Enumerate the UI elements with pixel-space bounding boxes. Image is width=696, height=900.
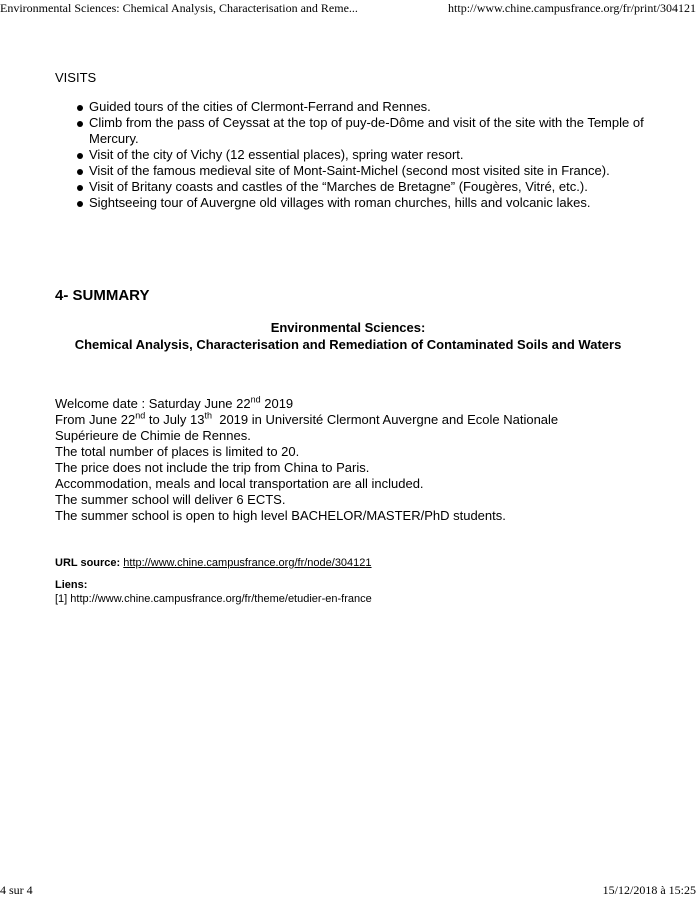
summary-line: The price does not include the trip from China to Paris. xyxy=(55,460,370,475)
visits-heading: VISITS xyxy=(55,70,97,85)
summary-line: Supérieure de Chimie de Rennes. xyxy=(55,428,251,443)
dates-line: From June 22nd to July 13th 2019 in Université Clermont Auvergne and Ecole Nationale xyxy=(55,410,559,427)
bullet-icon xyxy=(77,169,83,175)
print-datetime: 15/12/2018 à 15:25 xyxy=(602,883,696,897)
welcome-date: Welcome date : Saturday June 22nd 2019 xyxy=(55,394,294,411)
list-item-text: Visit of the famous medieval site of Mont-Saint-Michel (second most visited site in France). xyxy=(89,163,610,178)
print-header-url: http://www.chine.campusfrance.org/fr/print/304121 xyxy=(448,1,696,15)
summary-line: Accommodation, meals and local transportation are all included. xyxy=(55,476,424,491)
print-footer xyxy=(0,882,696,898)
visits-list xyxy=(74,99,664,211)
summary-body xyxy=(55,396,655,524)
liens-item: [1] http://www.chine.campusfrance.org/fr/theme/etudier-en-france xyxy=(55,593,372,605)
summary-heading: 4- SUMMARY xyxy=(55,287,150,304)
liens-label: Liens: xyxy=(55,579,88,591)
list-item-text: Visit of Britany coasts and castles of the “Marches de Bretagne” (Fougères, Vitré, etc.). xyxy=(89,179,588,194)
print-header xyxy=(0,0,696,16)
bullet-icon xyxy=(77,121,83,127)
summary-line: The summer school is open to high level BACHELOR/MASTER/PhD students. xyxy=(55,508,506,523)
print-header-title: Environmental Sciences: Chemical Analysis, Characterisation and Reme... xyxy=(0,1,358,15)
summary-line: The summer school will deliver 6 ECTS. xyxy=(55,492,286,507)
bullet-icon xyxy=(77,201,83,207)
list-item xyxy=(74,115,664,147)
summary-subtitle-detail: Chemical Analysis, Characterisation and Remediation of Contaminated Soils and Waters xyxy=(74,337,622,352)
list-item-text: Sightseeing tour of Auvergne old villages with roman churches, hills and volcanic lakes. xyxy=(89,195,591,210)
url-source xyxy=(55,556,372,570)
bullet-icon xyxy=(77,105,83,111)
bullet-icon xyxy=(77,185,83,191)
list-item xyxy=(74,147,664,163)
list-item xyxy=(74,179,664,195)
summary-line: The total number of places is limited to 20. xyxy=(55,444,300,459)
url-source-link[interactable]: http://www.chine.campusfrance.org/fr/node/304121 xyxy=(123,557,372,569)
list-item xyxy=(74,195,664,211)
list-item-text: Visit of the city of Vichy (12 essential places), spring water resort. xyxy=(89,147,464,162)
list-item xyxy=(74,163,664,179)
list-item xyxy=(74,99,664,115)
url-source-label: URL source: xyxy=(55,557,121,569)
list-item-text: Guided tours of the cities of Clermont-Ferrand and Rennes. xyxy=(89,99,431,114)
list-item-text: Climb from the pass of Ceyssat at the top of puy-de-Dôme and visit of the site with the Temple of Mercury. xyxy=(89,115,644,146)
summary-subtitle: Environmental Sciences: xyxy=(270,320,426,335)
page-number: 4 sur 4 xyxy=(0,883,33,897)
bullet-icon xyxy=(77,153,83,159)
liens xyxy=(55,578,372,606)
